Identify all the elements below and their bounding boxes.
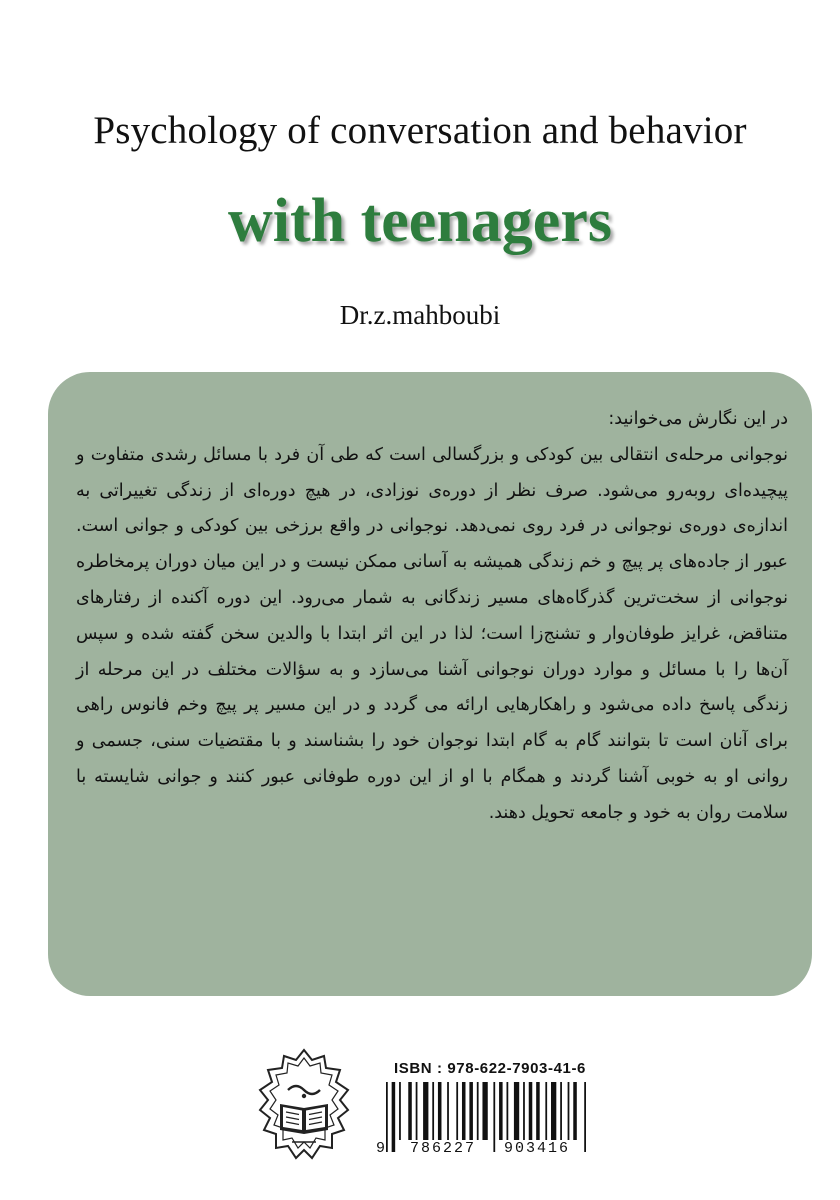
barcode-bar bbox=[386, 1082, 388, 1152]
barcode-bar bbox=[493, 1082, 495, 1152]
summary-body: نوجوانی مرحله‌ی انتقالی بین کودکی و بزرگسالی است که طی آن فرد با مسائل رشدی متفاوت و پیچیده‌ای روبه‌رو می‌شود. صرف نظر از دوره‌ی نوزادی، در هیچ دوره‌ای از زندگی تغییراتی به اندازه‌ی دوره‌ی نوجوانی در فرد روی نمی‌دهد. نوجوانی در واقع برزخی بین کودکی و جوانی است. عبور از جاده‌های پر پیچ و خم زندگی همیشه به آسانی ممکن نیست و در این میان دوران پرمخاطره نوجوانی از سخت‌ترین گذرگاه‌های مسیر زندگانی به شمار می‌رود. این دوره آکنده از رفتارهای متناقض، غرایز طوفان‌وار و تشنج‌زا است؛ لذا در این اثر ابتدا با والدین سخن گفته شده و سپس آن‌ها را با مسائل و موارد دوران نوجوانی آشنا می‌سازد و به سؤالات مختلف در این مرحله از زندگی پاسخ داده می‌شود و راهکارهایی ارائه می گردد و در این مسیر پر پیچ وخم فانوس راهی برای آنان است تا بتوانند گام به گام ابتدا نوجوان خود را بشناسند و با مقتضیات سنی، جسمی و روانی او به خوبی آشنا گردند و همگام با او از این دوره طوفانی عبور کنند و جوانی شایسته با سلامت روان به خود و جامعه تحویل دهند. bbox=[76, 444, 788, 823]
publisher-logo bbox=[248, 1046, 360, 1170]
author-name: Dr.z.mahboubi bbox=[339, 300, 501, 330]
barcode-bar bbox=[573, 1082, 577, 1140]
barcode-bar bbox=[506, 1082, 508, 1140]
book-emblem-icon bbox=[248, 1046, 360, 1170]
barcode-bar bbox=[408, 1082, 412, 1140]
barcode-bar bbox=[499, 1082, 503, 1140]
barcode-bar bbox=[523, 1082, 525, 1140]
barcode-bar bbox=[469, 1082, 473, 1140]
barcode-bar bbox=[536, 1082, 540, 1140]
barcode-bar bbox=[584, 1082, 586, 1152]
barcode-bar bbox=[529, 1082, 533, 1140]
barcode-bar bbox=[560, 1082, 562, 1140]
summary-heading: در این نگارش می‌خوانید: bbox=[608, 409, 788, 429]
summary-panel bbox=[48, 372, 812, 996]
barcode-bar bbox=[462, 1082, 466, 1140]
barcode-bar bbox=[438, 1082, 442, 1140]
barcode-bar bbox=[447, 1082, 449, 1140]
book-subtitle: with teenagers bbox=[228, 187, 612, 255]
barcode-bar bbox=[399, 1082, 401, 1140]
barcode-bar bbox=[545, 1082, 547, 1140]
barcode-bar bbox=[477, 1082, 479, 1140]
barcode-bar bbox=[423, 1082, 428, 1140]
barcode-digits-right: 903416 bbox=[504, 1140, 571, 1157]
summary-text bbox=[76, 402, 788, 832]
barcode-bar bbox=[416, 1082, 418, 1140]
barcode-bar bbox=[551, 1082, 556, 1140]
book-title: Psychology of conversation and behavior bbox=[93, 109, 747, 152]
barcode-bar bbox=[432, 1082, 434, 1140]
isbn-label: ISBN : 978-622-7903-41-6 bbox=[394, 1060, 586, 1077]
barcode-digits-left: 786227 bbox=[410, 1140, 477, 1157]
isbn-barcode bbox=[372, 1060, 608, 1170]
barcode-bar bbox=[514, 1082, 519, 1140]
barcode-bar bbox=[456, 1082, 458, 1140]
barcode-bar bbox=[482, 1082, 487, 1140]
barcode-digit-first: 9 bbox=[376, 1140, 386, 1157]
barcode-bar bbox=[392, 1082, 396, 1152]
barcode-bar bbox=[568, 1082, 570, 1140]
